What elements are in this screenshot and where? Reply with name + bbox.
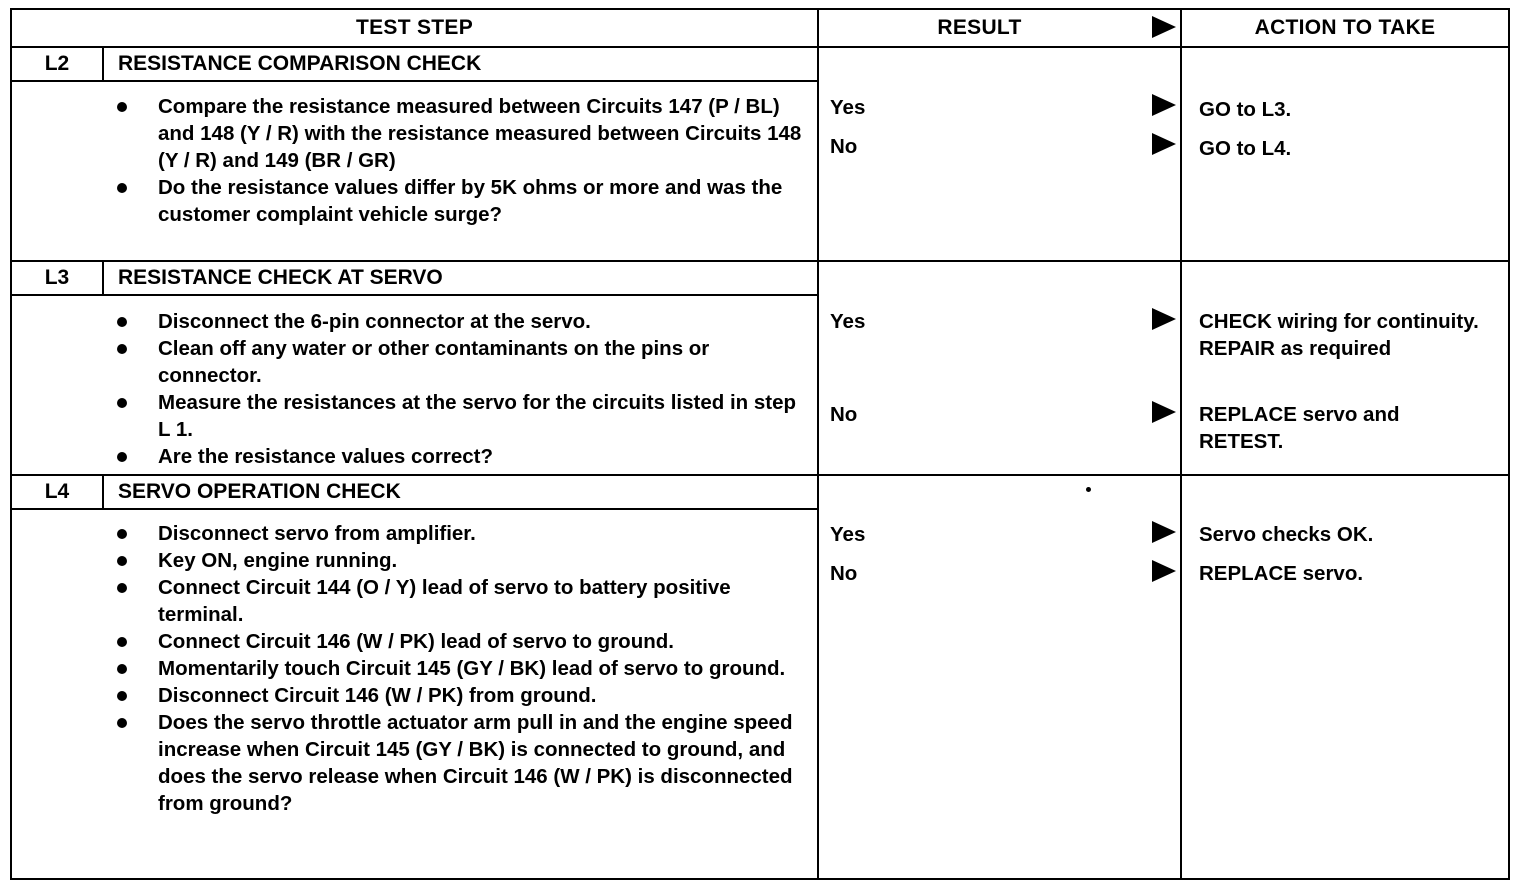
- list-item: Measure the resistances at the servo for the circuits listed in step L 1.: [112, 389, 812, 443]
- result-yes: Yes: [830, 96, 866, 119]
- result-no: No: [830, 562, 858, 585]
- step-l4-bullets: [112, 520, 812, 817]
- action-text: CHECK wiring for continuity. REPAIR as required: [1199, 310, 1479, 360]
- bullet-icon: [117, 398, 127, 408]
- action-text: Servo checks OK.: [1199, 523, 1374, 546]
- result-no: No: [830, 403, 858, 426]
- bullet-icon: [117, 718, 127, 728]
- step-id: L4: [12, 476, 104, 508]
- bullet-icon: [117, 664, 127, 674]
- action-text: REPLACE servo and RETEST.: [1199, 403, 1400, 453]
- column-divider: [1180, 10, 1182, 878]
- result-no: No: [830, 135, 858, 158]
- list-item: Clean off any water or other contaminants on the pins or connector.: [112, 335, 812, 389]
- header-arrow-icon: [1152, 16, 1176, 38]
- step-title: SERVO OPERATION CHECK: [118, 480, 401, 503]
- bullet-icon: [117, 317, 127, 327]
- step-l4-header: [12, 476, 817, 510]
- header-test-step: TEST STEP: [12, 10, 817, 48]
- header-result: [819, 10, 1180, 48]
- step-l3-bullets: [112, 308, 812, 470]
- list-item: Do the resistance values differ by 5K ohms or more and was the customer complaint vehicle surge?: [112, 174, 812, 228]
- bullet-icon: [117, 183, 127, 193]
- scan-speck: [1086, 487, 1091, 492]
- step-id: L2: [12, 48, 104, 80]
- bullet-icon: [117, 583, 127, 593]
- header-result-label: RESULT: [937, 16, 1022, 39]
- bullet-icon: [117, 529, 127, 539]
- step-l2-header: [12, 48, 817, 82]
- arrow-icon: [1152, 560, 1176, 582]
- list-item: Are the resistance values correct?: [112, 443, 812, 470]
- bullet-icon: [117, 344, 127, 354]
- list-item: Disconnect servo from amplifier.: [112, 520, 812, 547]
- list-item: Connect Circuit 146 (W / PK) lead of servo to ground.: [112, 628, 812, 655]
- list-item: Disconnect the 6-pin connector at the servo.: [112, 308, 812, 335]
- bullet-icon: [117, 556, 127, 566]
- action-text: REPLACE servo.: [1199, 562, 1364, 585]
- step-l3-header: [12, 262, 817, 296]
- step-l2-bullets: [112, 93, 812, 228]
- list-item: Key ON, engine running.: [112, 547, 812, 574]
- header-action: ACTION TO TAKE: [1182, 10, 1508, 48]
- arrow-icon: [1152, 401, 1176, 423]
- list-item: Does the servo throttle actuator arm pull in and the engine speed increase when Circuit 145 (GY / BK) is connected to ground, and does the servo release when Circuit 146 (W / PK) is disconnected from ground?: [112, 709, 812, 817]
- bullet-icon: [117, 637, 127, 647]
- action-text: GO to L3.: [1199, 98, 1292, 121]
- result-yes: Yes: [830, 310, 866, 333]
- arrow-icon: [1152, 133, 1176, 155]
- list-item: Disconnect Circuit 146 (W / PK) from ground.: [112, 682, 812, 709]
- list-item: Momentarily touch Circuit 145 (GY / BK) lead of servo to ground.: [112, 655, 812, 682]
- diagnostic-table: [10, 8, 1510, 880]
- list-item: Connect Circuit 144 (O / Y) lead of servo to battery positive terminal.: [112, 574, 812, 628]
- bullet-icon: [117, 452, 127, 462]
- step-title: RESISTANCE CHECK AT SERVO: [118, 266, 443, 289]
- bullet-icon: [117, 102, 127, 112]
- arrow-icon: [1152, 521, 1176, 543]
- step-id: L3: [12, 262, 104, 294]
- action-text: GO to L4.: [1199, 137, 1292, 160]
- bullet-icon: [117, 691, 127, 701]
- arrow-icon: [1152, 94, 1176, 116]
- list-item: Compare the resistance measured between Circuits 147 (P / BL) and 148 (Y / R) with the resistance measured between Circuits 148 (Y / R) and 149 (BR / GR): [112, 93, 812, 174]
- column-divider: [817, 10, 819, 878]
- step-title: RESISTANCE COMPARISON CHECK: [118, 52, 482, 75]
- arrow-icon: [1152, 308, 1176, 330]
- result-yes: Yes: [830, 523, 866, 546]
